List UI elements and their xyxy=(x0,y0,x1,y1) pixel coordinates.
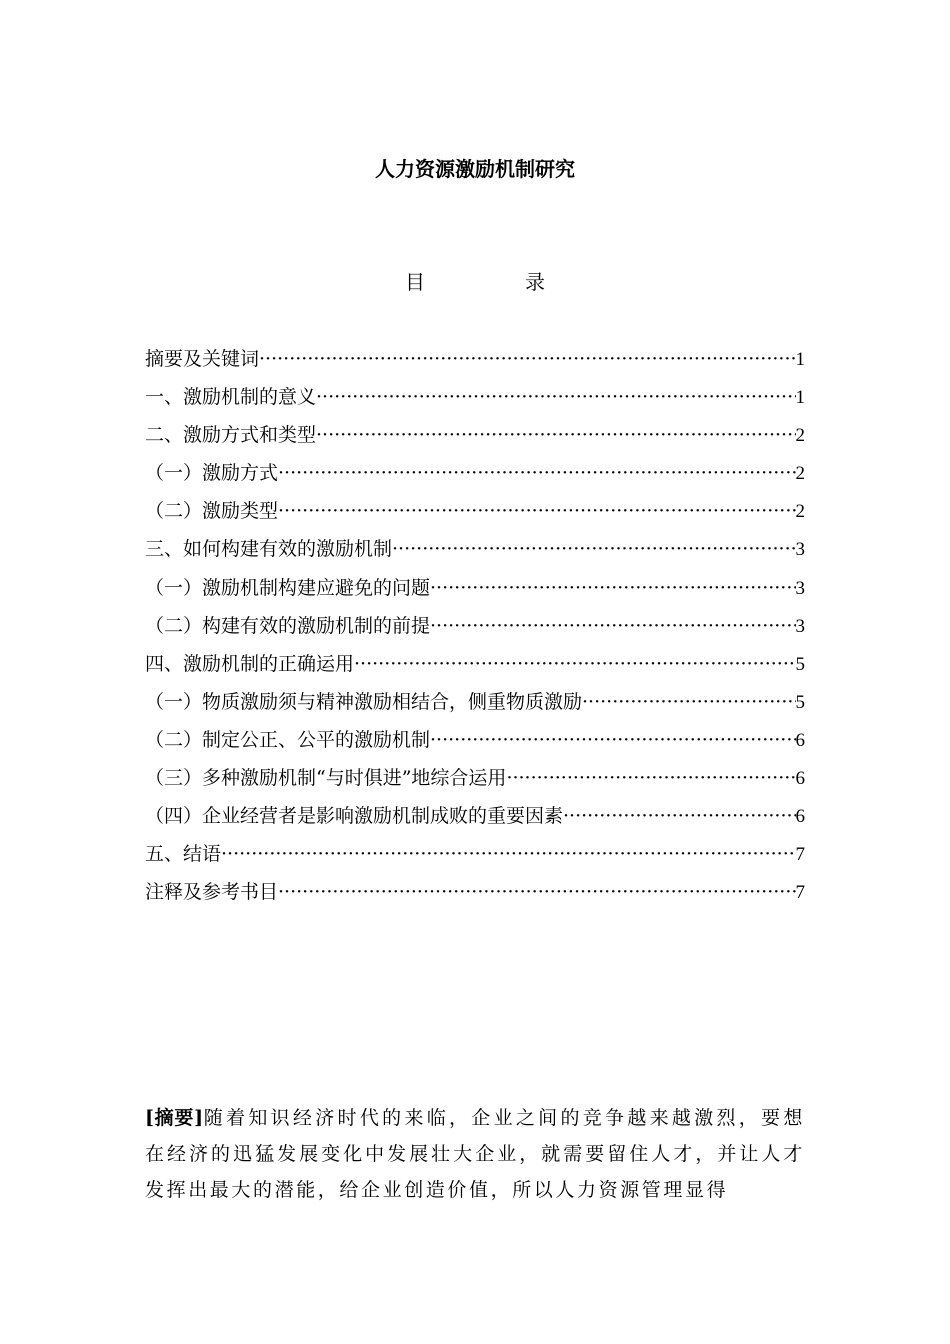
abstract-paragraph xyxy=(145,1100,805,1208)
toc-entry-page: 3 xyxy=(795,615,805,637)
toc-heading xyxy=(0,266,950,298)
toc-entry[interactable] xyxy=(145,492,805,530)
document-title: 人力资源激励机制研究 xyxy=(375,157,575,181)
toc-entry[interactable] xyxy=(145,721,805,759)
abstract-text: 随着知识经济时代的来临，企业之间的竞争越来越激烈，要想在经济的迅猛发展变化中发展壮大企业，就需要留住人才，并让人才发挥出最大的潜能，给企业创造价值，所以人力资源管理显得 xyxy=(145,1107,805,1201)
toc-entry-page: 3 xyxy=(795,577,805,599)
toc-entry[interactable] xyxy=(145,569,805,607)
table-of-contents xyxy=(145,340,805,911)
toc-leader xyxy=(278,492,795,530)
toc-entry-page: 2 xyxy=(795,501,805,523)
toc-leader xyxy=(430,569,795,607)
toc-entry[interactable] xyxy=(145,607,805,645)
toc-entry-page: 1 xyxy=(795,349,805,370)
toc-entry-label: （一）激励方式 xyxy=(145,462,279,485)
toc-entry-page: 3 xyxy=(795,539,805,561)
toc-leader xyxy=(278,873,795,911)
toc-leader xyxy=(278,454,795,492)
toc-entry-page: 2 xyxy=(795,425,805,447)
toc-entry-label: 一、激励机制的意义 xyxy=(145,386,317,409)
toc-entry-page: 5 xyxy=(795,691,805,713)
toc-entry[interactable] xyxy=(145,797,805,835)
toc-heading-right: 录 xyxy=(525,270,545,294)
toc-entry-label: （三）多种激励机制“与时俱进”地综合运用 xyxy=(145,767,507,790)
toc-leader xyxy=(354,645,795,683)
toc-entry-label: 摘要及关键词 xyxy=(145,348,260,370)
toc-entry-label: 三、如何构建有效的激励机制 xyxy=(145,538,393,561)
toc-entry[interactable] xyxy=(145,416,805,454)
toc-entry-page: 6 xyxy=(795,768,805,790)
toc-entry-label: （四）企业经营者是影响激励机制成败的重要因素 xyxy=(145,805,564,828)
toc-entry-label: （一）物质激励须与精神激励相结合，侧重物质激励 xyxy=(145,690,583,713)
toc-entry[interactable] xyxy=(145,759,805,797)
toc-entry[interactable] xyxy=(145,454,805,492)
toc-entry-page: 7 xyxy=(795,844,805,866)
toc-entry-label: （二）激励类型 xyxy=(145,500,279,523)
toc-leader xyxy=(506,759,795,797)
toc-entry[interactable] xyxy=(145,873,805,911)
toc-entry[interactable] xyxy=(145,378,805,416)
toc-entry[interactable] xyxy=(145,683,805,721)
toc-entry-label: 注释及参考书目 xyxy=(145,881,279,904)
toc-leader xyxy=(563,797,795,835)
toc-entry[interactable] xyxy=(145,835,805,873)
abstract-tag: [摘要] xyxy=(145,1107,204,1129)
toc-leader xyxy=(221,835,795,873)
toc-entry-label: （二）构建有效的激励机制的前提 xyxy=(145,614,431,637)
toc-leader xyxy=(316,378,795,416)
toc-leader xyxy=(392,530,795,568)
toc-heading-left: 目 xyxy=(405,270,425,294)
toc-entry[interactable] xyxy=(145,530,805,568)
toc-leader xyxy=(430,607,795,645)
toc-entry-label: 四、激励机制的正确运用 xyxy=(145,652,355,675)
toc-entry-page: 5 xyxy=(795,653,805,675)
toc-entry-label: （一）激励机制构建应避免的问题 xyxy=(145,576,431,599)
toc-entry-page: 7 xyxy=(795,882,805,904)
toc-leader xyxy=(259,340,795,378)
toc-entry-page: 6 xyxy=(795,729,805,751)
toc-entry-page: 6 xyxy=(795,806,805,828)
toc-entry[interactable] xyxy=(145,645,805,683)
toc-entry-label: 二、激励方式和类型 xyxy=(145,424,317,447)
toc-entry-page: 2 xyxy=(795,463,805,485)
toc-leader xyxy=(430,721,795,759)
toc-entry[interactable] xyxy=(145,340,805,378)
toc-leader xyxy=(582,683,795,721)
toc-entry-label: 五、结语 xyxy=(145,843,222,866)
toc-entry-label: （二）制定公正、公平的激励机制 xyxy=(145,728,431,751)
toc-entry-page: 1 xyxy=(795,387,805,409)
toc-leader xyxy=(316,416,795,454)
